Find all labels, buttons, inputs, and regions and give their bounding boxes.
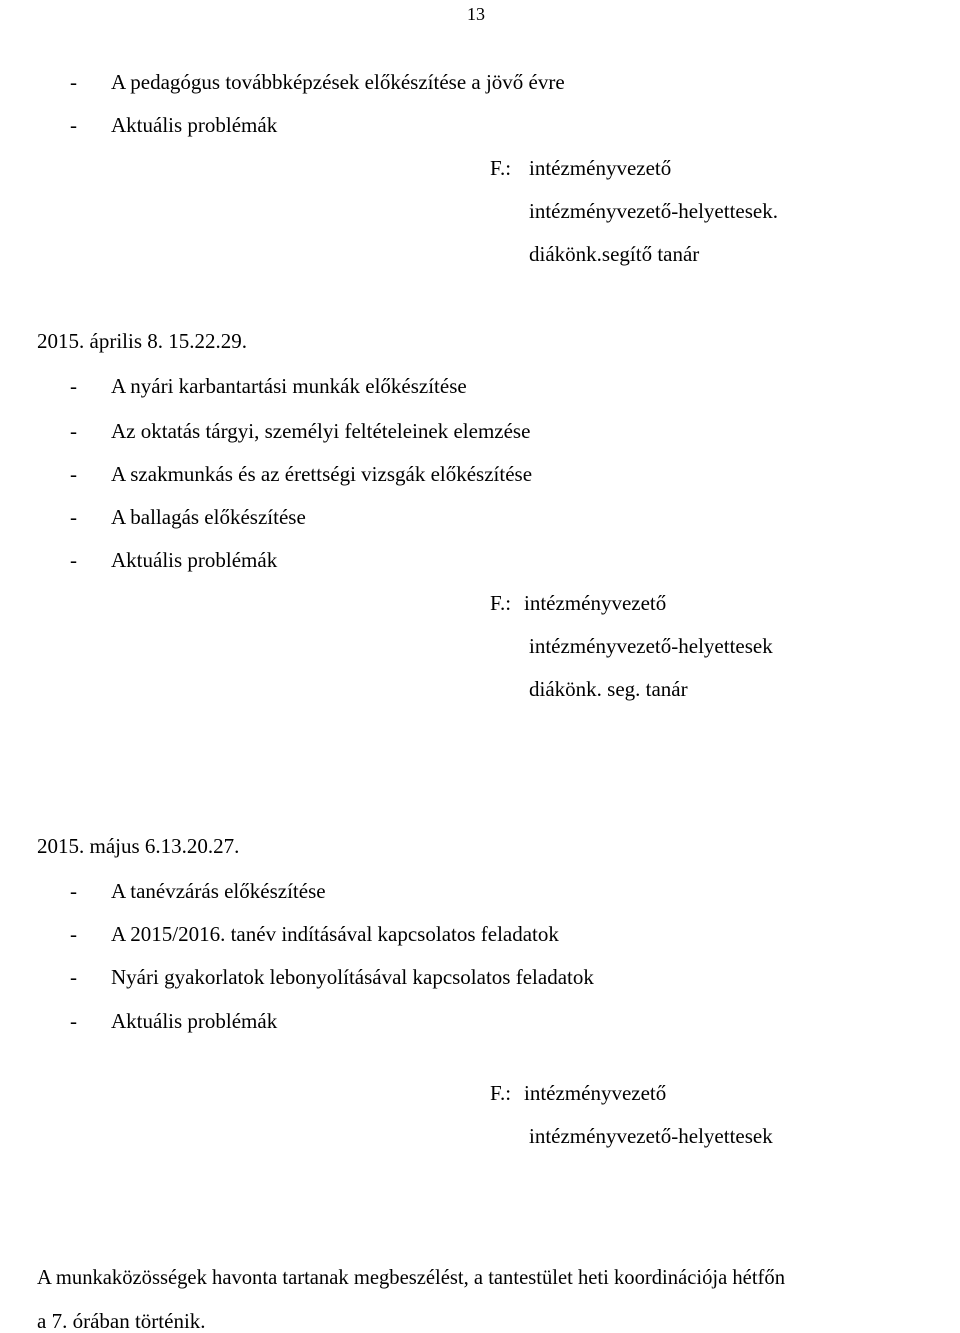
responsible-person: intézményvezető-helyettesek <box>529 634 773 658</box>
list-dash: - <box>70 462 77 486</box>
responsible-person: diákönk. seg. tanár <box>529 677 688 701</box>
paragraph-line: A munkaközösségek havonta tartanak megbeszélést, a tantestület heti koordinációja hétfőn <box>37 1267 785 1289</box>
list-item: A ballagás előkészítése <box>111 505 306 529</box>
list-dash: - <box>70 419 77 443</box>
responsible-person: intézményvezető <box>529 156 672 180</box>
meeting-date: 2015. május 6.13.20.27. <box>37 834 240 858</box>
responsible-person: intézményvezető <box>524 1081 667 1105</box>
list-item: Aktuális problémák <box>111 1009 278 1033</box>
responsible-label: F.: <box>490 156 512 180</box>
paragraph-line: a 7. órában történik. <box>37 1309 206 1333</box>
list-dash: - <box>70 113 77 137</box>
list-dash: - <box>70 922 77 946</box>
list-item: Aktuális problémák <box>111 548 278 572</box>
list-dash: - <box>70 70 77 94</box>
list-dash: - <box>70 965 77 989</box>
responsible-person: intézményvezető-helyettesek. <box>529 199 778 223</box>
list-dash: - <box>70 548 77 572</box>
list-dash: - <box>70 505 77 529</box>
list-dash: - <box>70 374 77 398</box>
responsible-label: F.: <box>490 591 512 615</box>
responsible-person: diákönk.segítő tanár <box>529 242 700 266</box>
list-item: Aktuális problémák <box>111 113 278 137</box>
list-item: A tanévzárás előkészítése <box>111 879 326 903</box>
page-number: 13 <box>467 4 485 24</box>
list-item: A nyári karbantartási munkák előkészítése <box>111 374 467 398</box>
responsible-person: intézményvezető-helyettesek <box>529 1124 773 1148</box>
list-dash: - <box>70 879 77 903</box>
list-item: Az oktatás tárgyi, személyi feltételeinek elemzése <box>111 419 531 443</box>
responsible-label: F.: <box>490 1081 512 1105</box>
list-item: A 2015/2016. tanév indításával kapcsolatos feladatok <box>111 922 559 946</box>
list-item: A szakmunkás és az érettségi vizsgák előkészítése <box>111 462 533 486</box>
list-item: Nyári gyakorlatok lebonyolításával kapcsolatos feladatok <box>111 965 594 989</box>
responsible-person: intézményvezető <box>524 591 667 615</box>
meeting-date: 2015. április 8. 15.22.29. <box>37 329 247 353</box>
list-item: A pedagógus továbbképzések előkészítése a jövő évre <box>111 70 565 94</box>
list-dash: - <box>70 1009 77 1033</box>
